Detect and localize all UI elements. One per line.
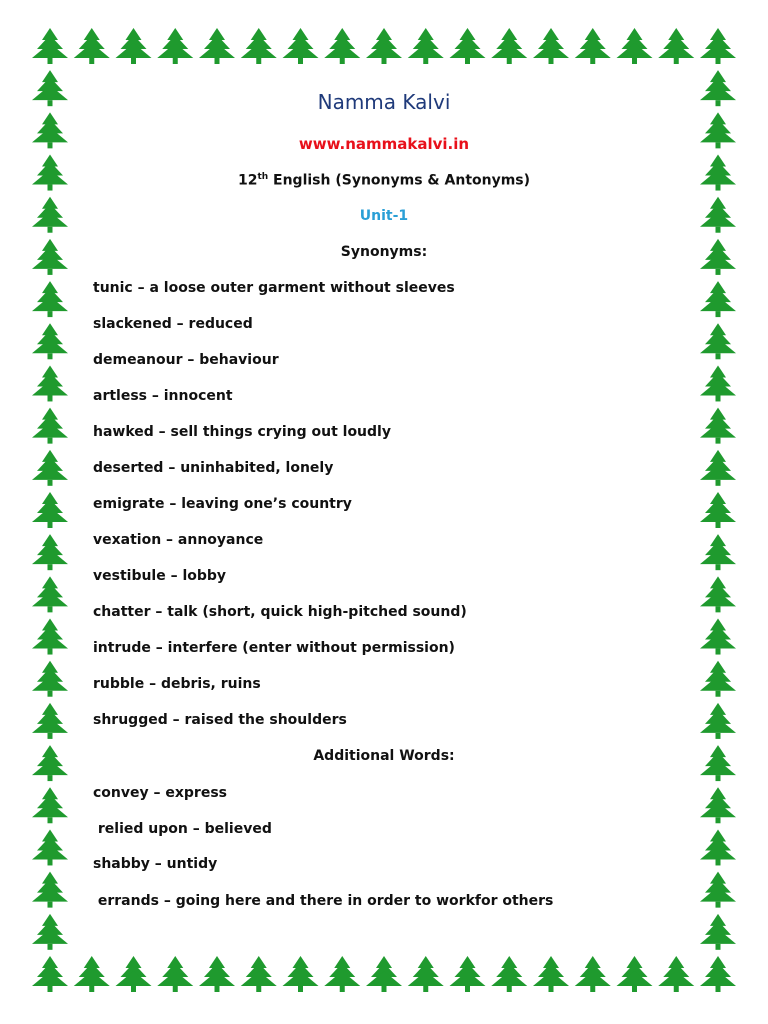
list-item: demeanour – behaviour [93,352,279,368]
list-item: rubble – debris, ruins [93,676,261,692]
list-item: artless – innocent [93,388,233,404]
list-item: intrude – interfere (enter without permission) [93,640,455,656]
synonyms-heading: Synonyms: [340,244,428,260]
document-heading [0,172,768,189]
list-item: relied upon – believed [93,821,272,837]
list-item: errands – going here and there in order to workfor others [93,893,554,909]
list-item: slackened – reduced [93,316,253,332]
heading-text: English (Synonyms & Antonyms) [268,172,531,189]
list-item: deserted – uninhabited, lonely [93,460,334,476]
heading-grade-suffix: th [257,172,269,182]
list-item: shabby – untidy [93,856,218,872]
list-item: convey – express [93,785,227,801]
list-item: hawked – sell things crying out loudly [93,424,391,440]
heading-grade: 12 [237,172,258,189]
unit-label: Unit-1 [359,208,409,224]
additional-words-heading: Additional Words: [313,748,455,764]
website-url: www.nammakalvi.in [298,135,470,153]
list-item: emigrate – leaving one’s country [93,496,352,512]
list-item: shrugged – raised the shoulders [93,712,347,728]
page-title: Namma Kalvi [317,90,451,114]
list-item: tunic – a loose outer garment without sleeves [93,280,455,296]
list-item: vestibule – lobby [93,568,227,584]
list-item: vexation – annoyance [93,532,264,548]
list-item: chatter – talk (short, quick high-pitched sound) [93,604,467,620]
